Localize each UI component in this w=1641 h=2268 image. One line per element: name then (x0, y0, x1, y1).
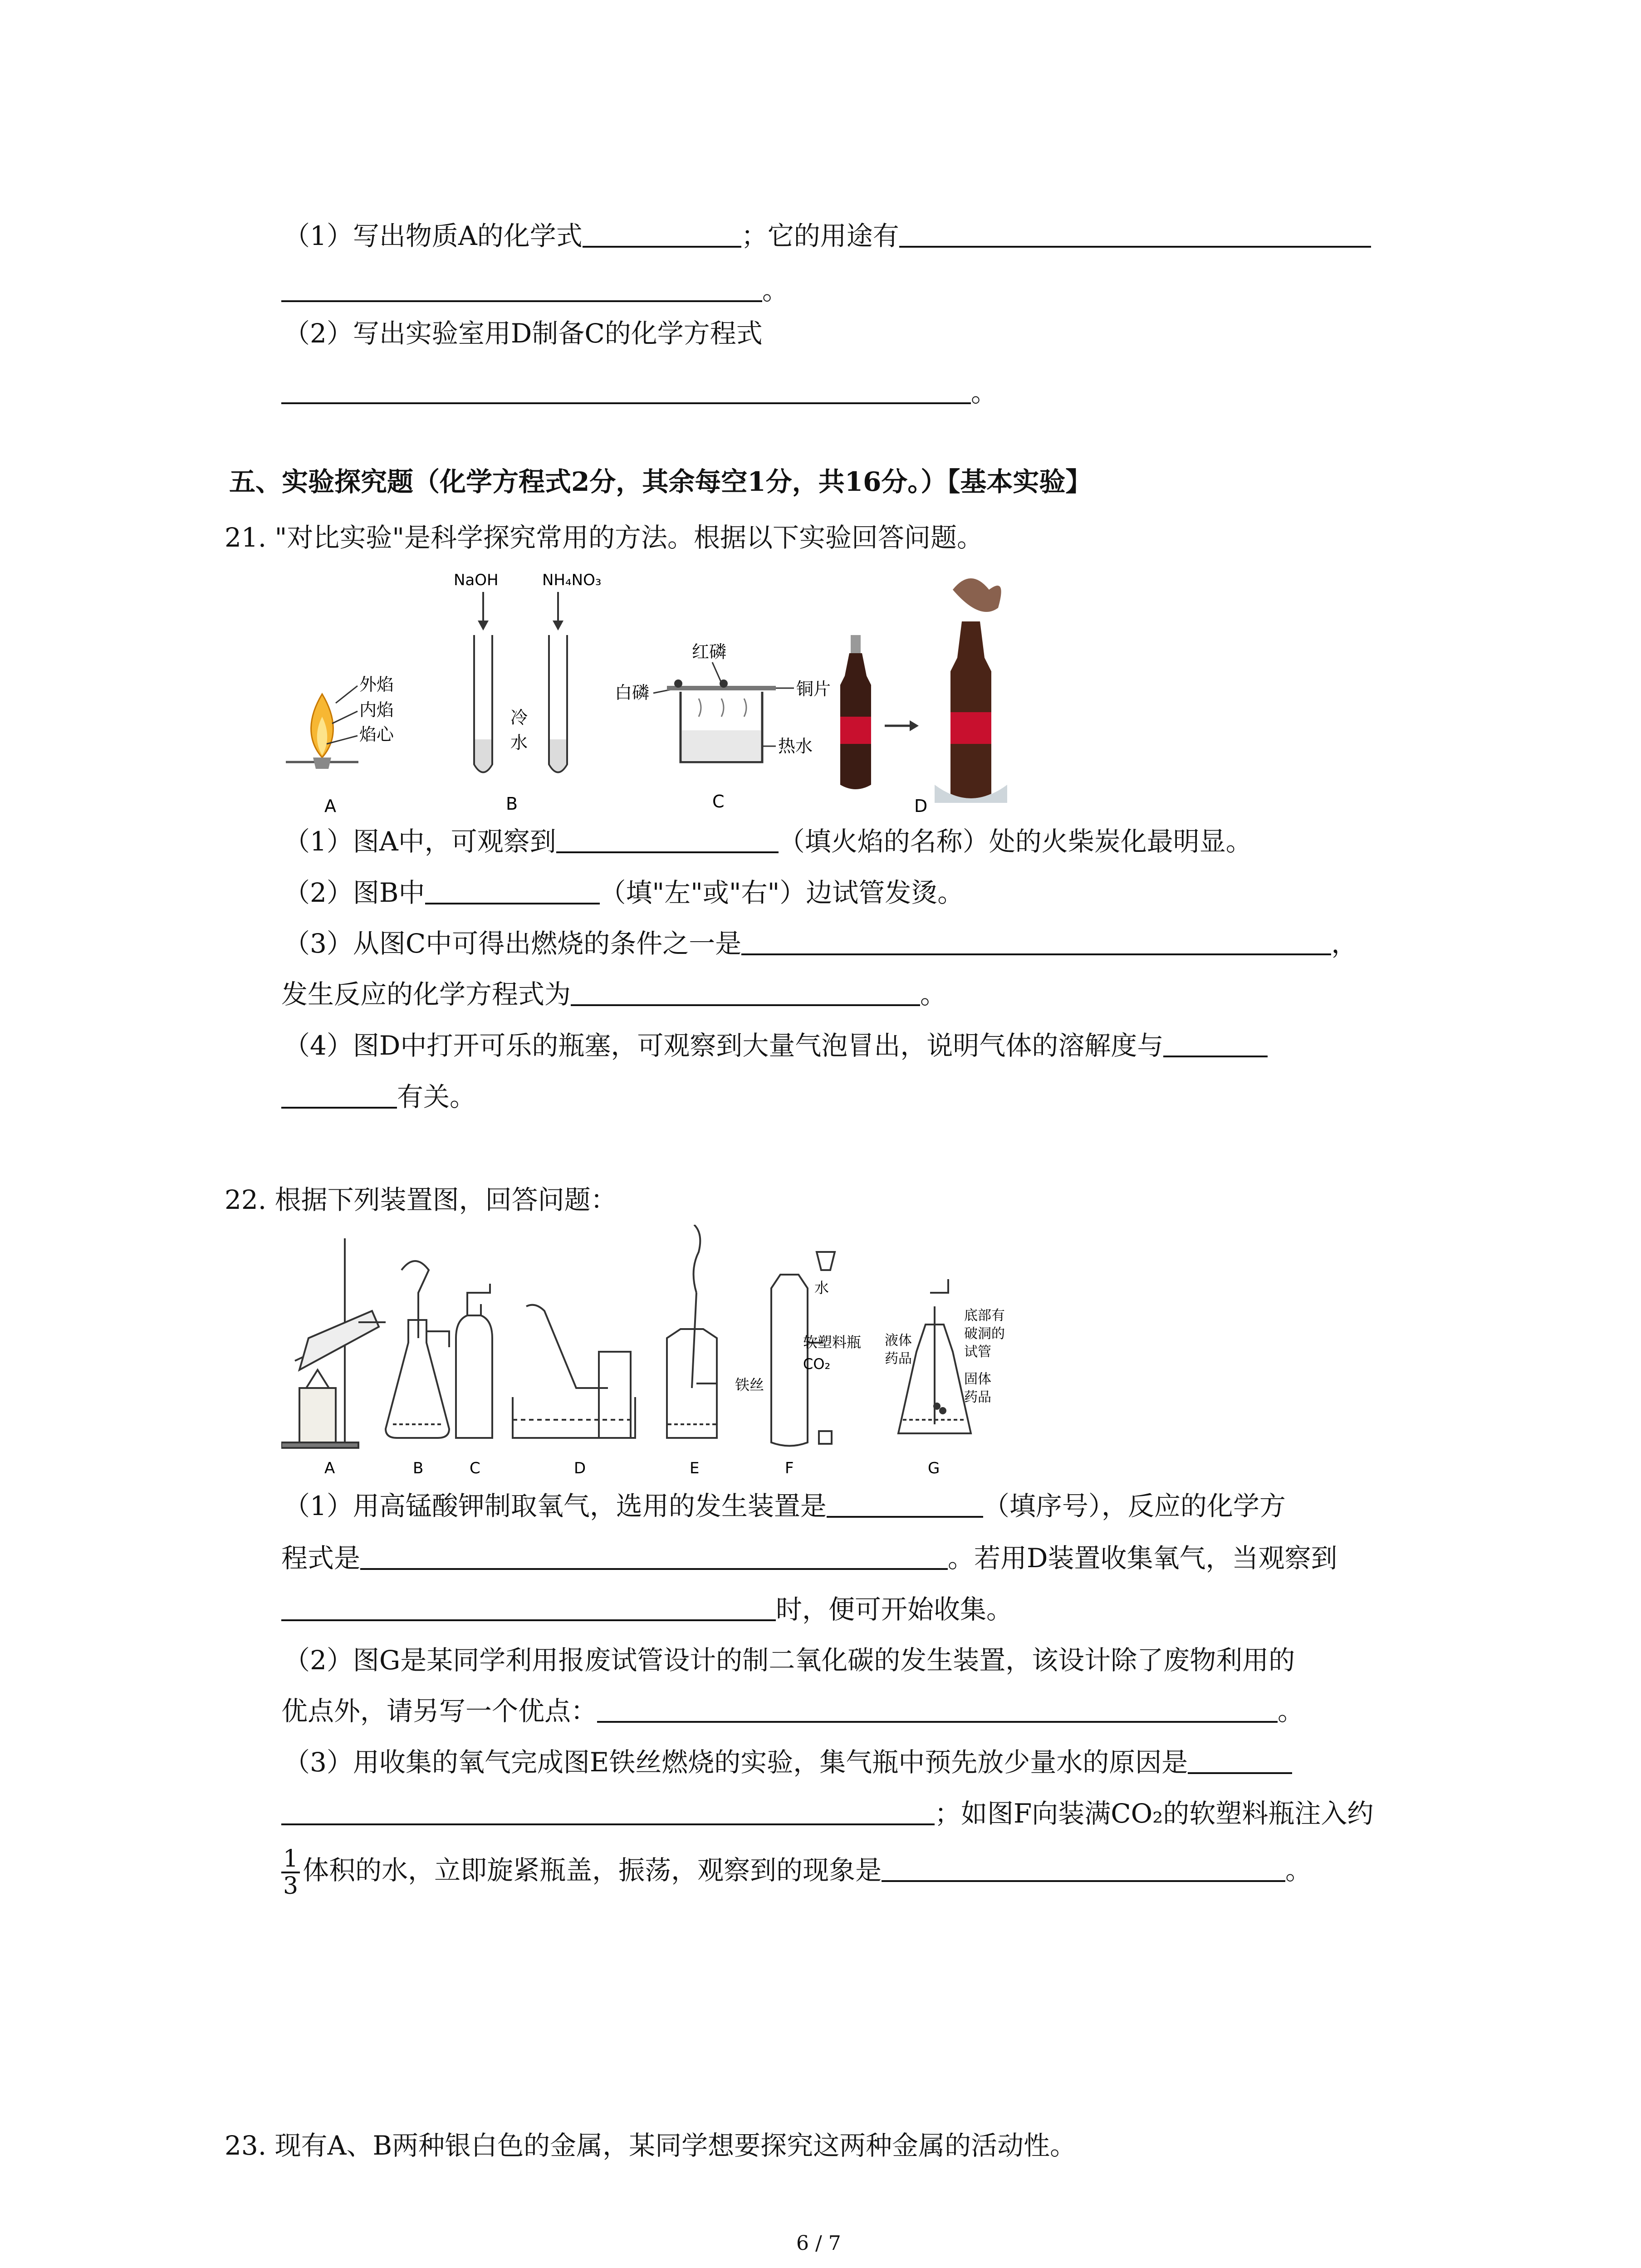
answer-blank[interactable] (425, 879, 600, 904)
question-22-stem: 22. 根据下列装置图，回答问题： (225, 1184, 617, 1215)
answer-blank[interactable] (827, 1492, 983, 1518)
answer-blank[interactable] (1163, 1032, 1268, 1057)
section-heading: 五、实验探究题（化学方程式2分，其余每空1分，共16分。）【基本实验】 (229, 466, 1092, 497)
outer-flame-label: 外焰 (359, 675, 394, 694)
answer-blank[interactable] (741, 930, 1331, 955)
naoh-label: NaOH (454, 571, 499, 589)
q22-part2-line1: （2）图G是某同学利用报废试管设计的制二氧化碳的发生装置，该设计除了废物利用的 (284, 1645, 1295, 1676)
answer-blank[interactable] (360, 1545, 948, 1570)
panel-letter-b: B (506, 794, 518, 814)
bottom-label: 底部有 (964, 1308, 1005, 1324)
cold-label: 冷 (510, 708, 528, 728)
water-label: 水 (814, 1279, 829, 1296)
apparatus-a (281, 1238, 386, 1448)
answer-blank[interactable] (882, 1857, 1285, 1882)
hot-water-label: 热水 (778, 736, 813, 756)
panel-letter-d: D (574, 1459, 586, 1477)
panel-letter-c: C (712, 792, 725, 811)
q21-part4-line2: 有关。 (281, 1079, 476, 1115)
answer-blank[interactable] (281, 1596, 776, 1621)
q22-part1-line2: 程式是 。若用D装置收集氧气，当观察到 (281, 1543, 1337, 1574)
q22-part3-line3: $\frac{1}{3}$ 体积的水，立即旋紧瓶盖，振荡，观察到的现象是 。 (281, 1846, 1312, 1899)
cola-panel (840, 578, 1007, 816)
panel-letter-c: C (470, 1459, 480, 1477)
nh4no3-label: NH₄NO₃ (542, 571, 602, 589)
answer-blank[interactable] (281, 379, 971, 404)
panel-letter-f: F (785, 1459, 794, 1477)
white-phosphorus-label: 白磷 (615, 683, 650, 703)
apparatus-e (667, 1225, 717, 1438)
q22-part3-line2: ；如图F向装满CO₂的软塑料瓶注入约 (281, 1795, 1373, 1832)
panel-letter-b: B (413, 1459, 424, 1477)
water-label: 水 (510, 733, 528, 753)
apparatus-d (513, 1305, 635, 1438)
q20-part1-line1: （1）写出物质A的化学式 ；它的用途有 (284, 218, 1371, 254)
liquid-label: 液体 (885, 1333, 912, 1349)
flame-core-label: 焰心 (359, 724, 394, 744)
q21-figure (281, 567, 1062, 821)
q22-part1-line1: （1）用高锰酸钾制取氧气，选用的发生装置是 （填序号），反应的化学方 (284, 1491, 1286, 1521)
panel-letter-a: A (324, 796, 336, 816)
co2-label: CO₂ (803, 1355, 831, 1373)
copper-sheet-label: 铜片 (796, 679, 831, 699)
question-23-stem: 23. 现有A、B两种银白色的金属，某同学想要探究这两种金属的活动性。 (225, 2130, 1077, 2161)
answer-blank[interactable] (597, 1697, 1278, 1723)
broken-label: 破洞的 (964, 1326, 1005, 1342)
q22-figure (281, 1225, 1053, 1483)
q20-part2-line1: （2）写出实验室用D制备C的化学方程式 (284, 318, 763, 349)
q22-part2-line2: 优点外，请另写一个优点： 。 (281, 1696, 1304, 1726)
answer-blank[interactable] (899, 222, 1371, 248)
panel-letter-a: A (324, 1459, 335, 1477)
q21-part3-line2: 发生反应的化学方程式为 。 (281, 979, 947, 1010)
solid-reagent-label: 药品 (964, 1389, 991, 1405)
answer-blank[interactable] (571, 981, 920, 1006)
answer-blank[interactable] (281, 1800, 935, 1825)
answer-blank[interactable] (583, 222, 741, 248)
panel-letter-g: G (928, 1459, 940, 1477)
inner-flame-label: 内焰 (359, 700, 394, 720)
reagent-label: 药品 (885, 1351, 912, 1367)
q21-part2: （2）图B中 （填"左"或"右"）边试管发烫。 (284, 877, 964, 908)
question-21-stem: 21. "对比实验"是科学探究常用的方法。根据以下实验回答问题。 (225, 522, 984, 553)
panel-letter-e: E (690, 1459, 700, 1477)
one-third-fraction: $\frac{1}{3}$ (281, 1846, 300, 1899)
solid-label: 固体 (964, 1371, 991, 1387)
red-phosphorus-label: 红磷 (692, 642, 727, 662)
flame-panel (286, 675, 395, 816)
soft-plastic-bottle-label: 软塑料瓶 (803, 1334, 862, 1351)
iron-wire-label: 铁丝 (735, 1376, 764, 1393)
combustion-panel (615, 642, 831, 811)
q20-part2-line2: 。 (281, 374, 997, 411)
q20-part1-line2: 。 (281, 272, 789, 308)
answer-blank[interactable] (556, 828, 779, 853)
test-tube-panel (454, 571, 601, 814)
q22-part3-line1: （3）用收集的氧气完成图E铁丝燃烧的实验，集气瓶中预先放少量水的原因是 (284, 1744, 1292, 1780)
panel-letter-d: D (914, 796, 928, 816)
q21-part1: （1）图A中，可观察到 （填火焰的名称）处的火柴炭化最明显。 (284, 826, 1252, 857)
q22-part1-line3: 时，便可开始收集。 (281, 1591, 1013, 1628)
apparatus-b (386, 1261, 449, 1438)
q21-part3-line1: （3）从图C中可得出燃烧的条件之一是 ， (284, 928, 1358, 959)
answer-blank[interactable] (281, 1083, 397, 1109)
q21-part4-line1: （4）图D中打开可乐的瓶塞，可观察到大量气泡冒出，说明气体的溶解度与 (284, 1027, 1268, 1064)
page-number: 6 / 7 (796, 2232, 841, 2255)
answer-blank[interactable] (1188, 1749, 1292, 1774)
answer-blank[interactable] (281, 277, 762, 302)
apparatus-c (456, 1284, 492, 1438)
test-tube-label: 试管 (964, 1344, 991, 1360)
